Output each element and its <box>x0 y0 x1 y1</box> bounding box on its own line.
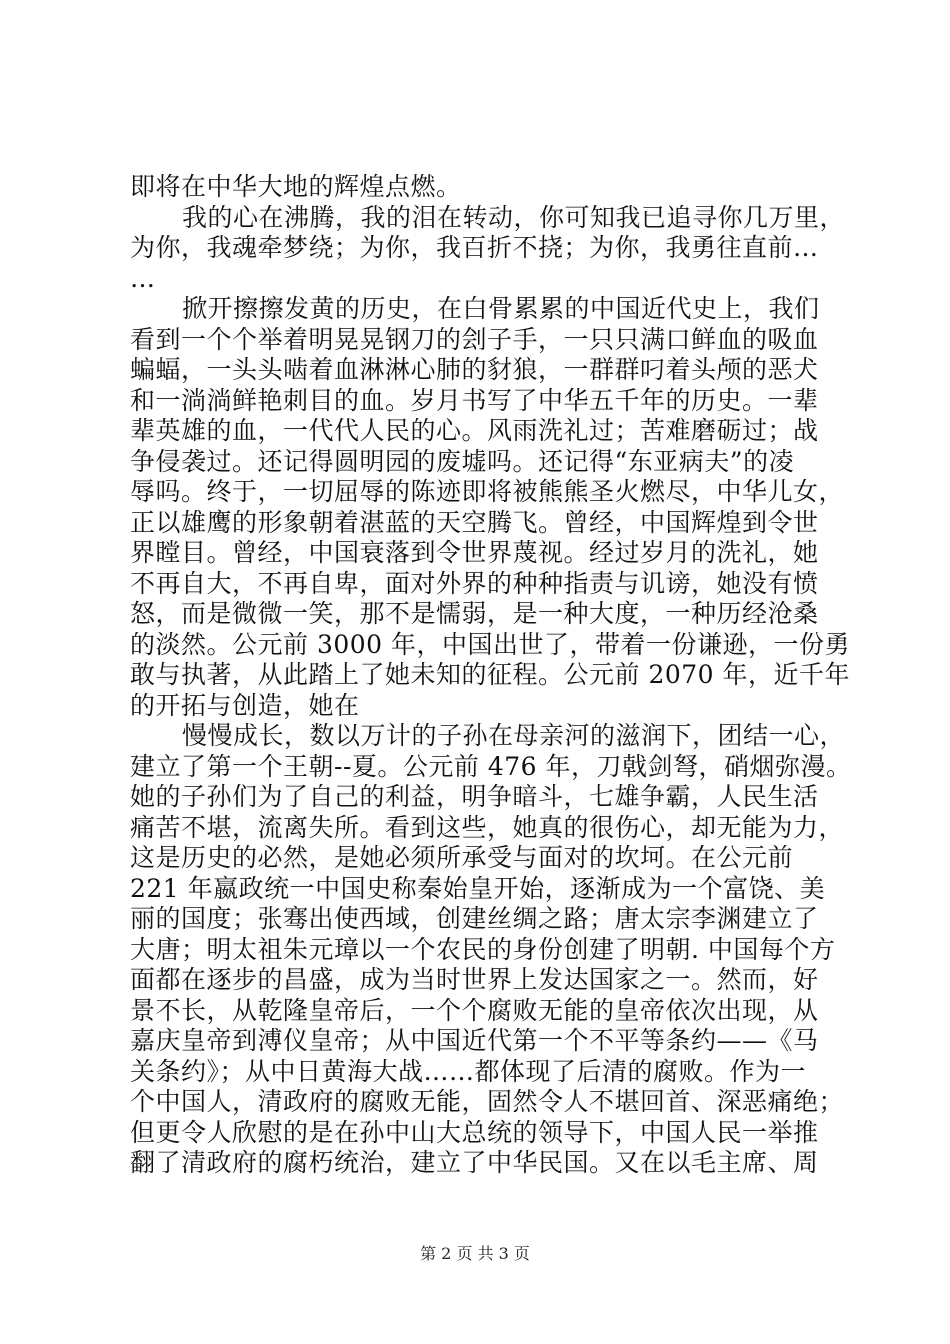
page-number-footer: 第 2 页 共 3 页 <box>420 1244 530 1263</box>
text-line: 蝙蝠，一头头啮着血淋淋心肺的豺狼，一群群叼着头颅的恶犬 <box>130 355 819 384</box>
text-line: 的淡然。公元前 3000 年，中国出世了，带着一份谦逊，一份勇 <box>130 629 851 659</box>
text-line: 敢与执著，从此踏上了她未知的征程。公元前 2070 年，近千年 <box>130 660 851 689</box>
text-line: 慢慢成长，数以万计的子孙在母亲河的滋润下，团结一心， <box>182 721 846 750</box>
text-line: 界瞠目。曾经，中国衰落到令世界蔑视。经过岁月的洗礼，她 <box>130 538 819 567</box>
text-line: 正以雄鹰的形象朝着湛蓝的天空腾飞。曾经，中国辉煌到令世 <box>130 507 819 537</box>
text-line: 为你，我魂牵梦绕；为你，我百折不挠；为你，我勇往直前… <box>130 233 819 262</box>
text-line: 翻了清政府的腐朽统治，建立了中华民国。又在以毛主席、周 <box>130 1148 819 1177</box>
text-line: 丽的国度；张骞出使西域，创建丝绸之路；唐太宗李渊建立了 <box>130 904 819 933</box>
text-line: 掀开擦擦发黄的历史，在白骨累累的中国近代史上，我们 <box>182 294 820 323</box>
text-line: 即将在中华大地的辉煌点燃。 <box>130 172 462 201</box>
text-line: 怒，而是微微一笑，那不是懦弱，是一种大度，一种历经沧桑 <box>130 599 819 628</box>
text-line: 和一淌淌鲜艳刺目的血。岁月书写了中华五千年的历史。一辈 <box>130 385 819 415</box>
text-line: 景不长，从乾隆皇帝后，一个个腐败无能的皇帝依次出现，从 <box>130 995 819 1025</box>
text-line: 但更令人欣慰的是在孙中山大总统的领导下，中国人民一举推 <box>130 1117 819 1147</box>
text-line: 看到一个个举着明晃晃钢刀的刽子手，一只只满口鲜血的吸血 <box>130 324 819 354</box>
document-body <box>130 172 852 1179</box>
text-line: 面都在逐步的昌盛，成为当时世界上发达国家之一。然而，好 <box>130 965 819 994</box>
text-line: 的开拓与创造，她在 <box>130 690 360 720</box>
text-line: 她的子孙们为了自己的利益，明争暗斗，七雄争霸，人民生活 <box>130 782 819 811</box>
text-line: 大唐；明太祖朱元璋以一个农民的身份创建了明朝. 中国每个方 <box>130 934 836 964</box>
text-line: 建立了第一个王朝--夏。公元前 476 年，刀戟剑弩，硝烟弥漫。 <box>130 751 852 781</box>
text-line: 这是历史的必然，是她必须所承受与面对的坎坷。在公元前 <box>130 843 794 872</box>
text-line: 辈英雄的血，一代代人民的心。风雨洗礼过；苦难磨砺过；战 <box>130 416 819 445</box>
text-line: 争侵袭过。还记得圆明园的废墟吗。还记得“东亚病夫”的凌 <box>130 446 795 476</box>
text-line: 嘉庆皇帝到溥仪皇帝；从中国近代第一个不平等条约——《马 <box>130 1026 819 1055</box>
text-line: 我的心在沸腾，我的泪在转动，你可知我已追寻你几万里， <box>182 202 846 232</box>
text-line: 关条约》；从中日黄海大战……都体现了后清的腐败。作为一 <box>130 1056 807 1086</box>
text-line: 221 年嬴政统一中国史称秦始皇开始，逐渐成为一个富饶、美 <box>130 873 826 903</box>
text-line: 不再自大，不再自卑，面对外界的种种指责与讥谤，她没有愤 <box>130 568 819 598</box>
text-line: … <box>130 263 156 293</box>
text-line: 痛苦不堪，流离失所。看到这些，她真的很伤心，却无能为力， <box>130 812 845 842</box>
text-line: 个中国人，清政府的腐败无能，固然令人不堪回首、深恶痛绝； <box>130 1087 845 1116</box>
text-line: 辱吗。终于，一切屈辱的陈迹即将被熊熊圣火燃尽，中华儿女， <box>130 477 845 506</box>
